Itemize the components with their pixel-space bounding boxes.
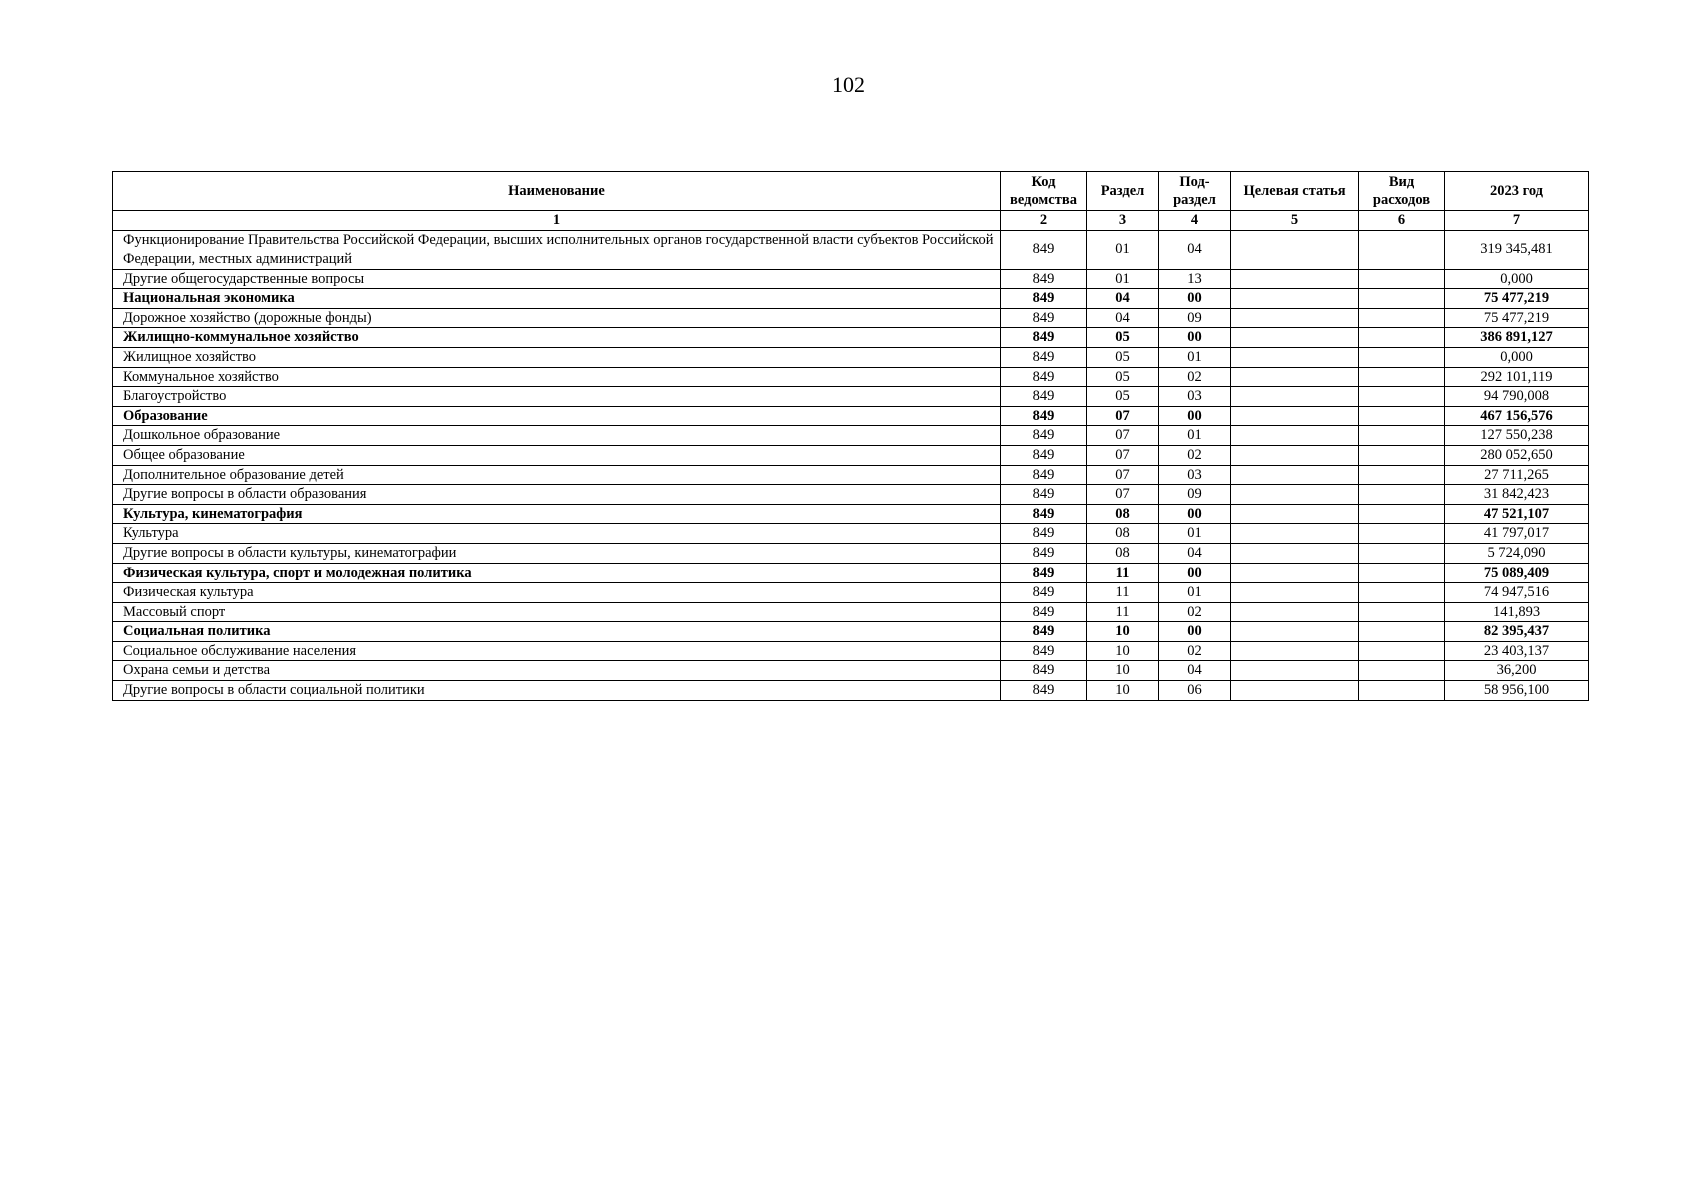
cell-ved: 849 (1001, 406, 1087, 426)
cell-name: Другие общегосударственные вопросы (113, 269, 1001, 289)
cell-podrazdel: 00 (1159, 504, 1231, 524)
cell-razdel: 01 (1087, 230, 1159, 269)
cell-vid (1359, 504, 1445, 524)
cell-amount: 0,000 (1445, 347, 1589, 367)
cell-ved: 849 (1001, 622, 1087, 642)
cell-amount: 82 395,437 (1445, 622, 1589, 642)
cell-razdel: 07 (1087, 445, 1159, 465)
column-number: 6 (1359, 211, 1445, 231)
cell-vid (1359, 641, 1445, 661)
cell-amount: 41 797,017 (1445, 524, 1589, 544)
cell-vid (1359, 445, 1445, 465)
cell-razdel: 11 (1087, 563, 1159, 583)
table-row (113, 583, 1589, 603)
header-razdel: Раздел (1087, 172, 1159, 211)
budget-table (112, 171, 1589, 701)
cell-razdel: 10 (1087, 661, 1159, 681)
cell-vid (1359, 426, 1445, 446)
cell-podrazdel: 00 (1159, 289, 1231, 309)
column-number: 4 (1159, 211, 1231, 231)
table-row (113, 230, 1589, 269)
cell-amount: 292 101,119 (1445, 367, 1589, 387)
table-row (113, 681, 1589, 701)
cell-tsel (1231, 289, 1359, 309)
cell-ved: 849 (1001, 367, 1087, 387)
cell-ved: 849 (1001, 289, 1087, 309)
cell-ved: 849 (1001, 347, 1087, 367)
cell-tsel (1231, 230, 1359, 269)
cell-ved: 849 (1001, 681, 1087, 701)
cell-vid (1359, 661, 1445, 681)
cell-amount: 280 052,650 (1445, 445, 1589, 465)
cell-podrazdel: 01 (1159, 347, 1231, 367)
cell-name: Массовый спорт (113, 602, 1001, 622)
cell-amount: 467 156,576 (1445, 406, 1589, 426)
table-row (113, 426, 1589, 446)
cell-name: Дорожное хозяйство (дорожные фонды) (113, 308, 1001, 328)
cell-podrazdel: 01 (1159, 583, 1231, 603)
cell-name: Социальная политика (113, 622, 1001, 642)
table-row (113, 406, 1589, 426)
cell-vid (1359, 367, 1445, 387)
cell-name: Жилищное хозяйство (113, 347, 1001, 367)
cell-razdel: 05 (1087, 328, 1159, 348)
cell-name: Жилищно-коммунальное хозяйство (113, 328, 1001, 348)
cell-name: Другие вопросы в области образования (113, 485, 1001, 505)
cell-ved: 849 (1001, 543, 1087, 563)
cell-podrazdel: 00 (1159, 328, 1231, 348)
cell-tsel (1231, 641, 1359, 661)
cell-ved: 849 (1001, 426, 1087, 446)
cell-tsel (1231, 347, 1359, 367)
cell-podrazdel: 00 (1159, 563, 1231, 583)
cell-razdel: 10 (1087, 681, 1159, 701)
column-number: 3 (1087, 211, 1159, 231)
header-name: Наименование (113, 172, 1001, 211)
cell-name: Культура (113, 524, 1001, 544)
cell-amount: 27 711,265 (1445, 465, 1589, 485)
cell-tsel (1231, 426, 1359, 446)
cell-tsel (1231, 485, 1359, 505)
cell-podrazdel: 02 (1159, 445, 1231, 465)
cell-razdel: 07 (1087, 485, 1159, 505)
cell-tsel (1231, 445, 1359, 465)
cell-ved: 849 (1001, 465, 1087, 485)
cell-name: Культура, кинематография (113, 504, 1001, 524)
cell-tsel (1231, 504, 1359, 524)
cell-amount: 47 521,107 (1445, 504, 1589, 524)
cell-vid (1359, 230, 1445, 269)
cell-ved: 849 (1001, 269, 1087, 289)
cell-amount: 127 550,238 (1445, 426, 1589, 446)
cell-vid (1359, 583, 1445, 603)
cell-podrazdel: 04 (1159, 230, 1231, 269)
cell-razdel: 05 (1087, 347, 1159, 367)
cell-vid (1359, 563, 1445, 583)
cell-name: Другие вопросы в области культуры, кинематографии (113, 543, 1001, 563)
table-row (113, 367, 1589, 387)
cell-name: Дошкольное образование (113, 426, 1001, 446)
table-header-row (113, 172, 1589, 211)
cell-tsel (1231, 602, 1359, 622)
cell-razdel: 11 (1087, 583, 1159, 603)
header-vid: Вид расходов (1359, 172, 1445, 211)
cell-amount: 94 790,008 (1445, 387, 1589, 407)
header-tsel: Целевая статья (1231, 172, 1359, 211)
cell-amount: 75 477,219 (1445, 289, 1589, 309)
cell-vid (1359, 681, 1445, 701)
cell-podrazdel: 06 (1159, 681, 1231, 701)
cell-amount: 23 403,137 (1445, 641, 1589, 661)
cell-vid (1359, 622, 1445, 642)
cell-razdel: 04 (1087, 308, 1159, 328)
cell-name: Функционирование Правительства Российской Федерации, высших исполнительных органов государственной власти субъектов Российской Федерации, местных администраций (113, 230, 1001, 269)
column-number: 2 (1001, 211, 1087, 231)
table-row (113, 347, 1589, 367)
cell-amount: 74 947,516 (1445, 583, 1589, 603)
cell-ved: 849 (1001, 485, 1087, 505)
table-row (113, 504, 1589, 524)
table-row (113, 328, 1589, 348)
cell-ved: 849 (1001, 602, 1087, 622)
header-ved: Код ведомства (1001, 172, 1087, 211)
table-row (113, 563, 1589, 583)
cell-amount: 75 477,219 (1445, 308, 1589, 328)
cell-name: Другие вопросы в области социальной политики (113, 681, 1001, 701)
cell-vid (1359, 485, 1445, 505)
cell-vid (1359, 465, 1445, 485)
cell-ved: 849 (1001, 661, 1087, 681)
cell-podrazdel: 00 (1159, 406, 1231, 426)
cell-tsel (1231, 406, 1359, 426)
cell-podrazdel: 09 (1159, 485, 1231, 505)
cell-ved: 849 (1001, 445, 1087, 465)
cell-razdel: 07 (1087, 406, 1159, 426)
cell-tsel (1231, 661, 1359, 681)
table-row (113, 269, 1589, 289)
cell-razdel: 04 (1087, 289, 1159, 309)
cell-name: Коммунальное хозяйство (113, 367, 1001, 387)
cell-razdel: 07 (1087, 465, 1159, 485)
cell-tsel (1231, 465, 1359, 485)
table-row (113, 289, 1589, 309)
cell-tsel (1231, 563, 1359, 583)
cell-name: Образование (113, 406, 1001, 426)
cell-vid (1359, 602, 1445, 622)
cell-tsel (1231, 524, 1359, 544)
cell-podrazdel: 04 (1159, 661, 1231, 681)
cell-podrazdel: 02 (1159, 641, 1231, 661)
cell-name: Охрана семьи и детства (113, 661, 1001, 681)
cell-razdel: 05 (1087, 387, 1159, 407)
cell-razdel: 10 (1087, 641, 1159, 661)
cell-name: Национальная экономика (113, 289, 1001, 309)
cell-tsel (1231, 367, 1359, 387)
cell-tsel (1231, 583, 1359, 603)
table-row (113, 387, 1589, 407)
column-number: 5 (1231, 211, 1359, 231)
cell-tsel (1231, 269, 1359, 289)
table-row (113, 622, 1589, 642)
cell-amount: 386 891,127 (1445, 328, 1589, 348)
cell-vid (1359, 543, 1445, 563)
header-year: 2023 год (1445, 172, 1589, 211)
cell-podrazdel: 04 (1159, 543, 1231, 563)
cell-podrazdel: 13 (1159, 269, 1231, 289)
cell-name: Общее образование (113, 445, 1001, 465)
cell-razdel: 08 (1087, 543, 1159, 563)
cell-tsel (1231, 681, 1359, 701)
cell-vid (1359, 269, 1445, 289)
table-row (113, 308, 1589, 328)
table-row (113, 543, 1589, 563)
cell-vid (1359, 387, 1445, 407)
cell-razdel: 05 (1087, 367, 1159, 387)
cell-podrazdel: 01 (1159, 524, 1231, 544)
table-row (113, 524, 1589, 544)
cell-name: Физическая культура (113, 583, 1001, 603)
column-number-row (113, 211, 1589, 231)
cell-vid (1359, 347, 1445, 367)
cell-vid (1359, 406, 1445, 426)
cell-ved: 849 (1001, 641, 1087, 661)
cell-amount: 5 724,090 (1445, 543, 1589, 563)
cell-razdel: 10 (1087, 622, 1159, 642)
table-row (113, 485, 1589, 505)
cell-amount: 0,000 (1445, 269, 1589, 289)
cell-tsel (1231, 622, 1359, 642)
cell-tsel (1231, 387, 1359, 407)
table-row (113, 465, 1589, 485)
cell-razdel: 08 (1087, 504, 1159, 524)
table-row (113, 641, 1589, 661)
cell-amount: 141,893 (1445, 602, 1589, 622)
cell-podrazdel: 01 (1159, 426, 1231, 446)
cell-ved: 849 (1001, 387, 1087, 407)
cell-name: Физическая культура, спорт и молодежная политика (113, 563, 1001, 583)
cell-razdel: 08 (1087, 524, 1159, 544)
cell-tsel (1231, 543, 1359, 563)
cell-razdel: 01 (1087, 269, 1159, 289)
cell-podrazdel: 03 (1159, 387, 1231, 407)
cell-ved: 849 (1001, 328, 1087, 348)
cell-amount: 75 089,409 (1445, 563, 1589, 583)
cell-name: Дополнительное образование детей (113, 465, 1001, 485)
cell-ved: 849 (1001, 563, 1087, 583)
table-row (113, 661, 1589, 681)
cell-ved: 849 (1001, 524, 1087, 544)
cell-ved: 849 (1001, 230, 1087, 269)
cell-tsel (1231, 328, 1359, 348)
cell-vid (1359, 328, 1445, 348)
cell-tsel (1231, 308, 1359, 328)
cell-amount: 31 842,423 (1445, 485, 1589, 505)
cell-vid (1359, 308, 1445, 328)
table-row (113, 602, 1589, 622)
cell-ved: 849 (1001, 504, 1087, 524)
cell-amount: 36,200 (1445, 661, 1589, 681)
cell-ved: 849 (1001, 308, 1087, 328)
cell-vid (1359, 524, 1445, 544)
cell-podrazdel: 00 (1159, 622, 1231, 642)
cell-vid (1359, 289, 1445, 309)
cell-amount: 58 956,100 (1445, 681, 1589, 701)
cell-razdel: 11 (1087, 602, 1159, 622)
cell-name: Социальное обслуживание населения (113, 641, 1001, 661)
header-podrazdel: Под-раздел (1159, 172, 1231, 211)
cell-podrazdel: 02 (1159, 367, 1231, 387)
table-row (113, 445, 1589, 465)
table-body (113, 230, 1589, 700)
cell-amount: 319 345,481 (1445, 230, 1589, 269)
cell-ved: 849 (1001, 583, 1087, 603)
cell-name: Благоустройство (113, 387, 1001, 407)
page-number: 102 (832, 72, 865, 97)
cell-podrazdel: 02 (1159, 602, 1231, 622)
column-number: 1 (113, 211, 1001, 231)
cell-razdel: 07 (1087, 426, 1159, 446)
cell-podrazdel: 09 (1159, 308, 1231, 328)
cell-podrazdel: 03 (1159, 465, 1231, 485)
column-number: 7 (1445, 211, 1589, 231)
